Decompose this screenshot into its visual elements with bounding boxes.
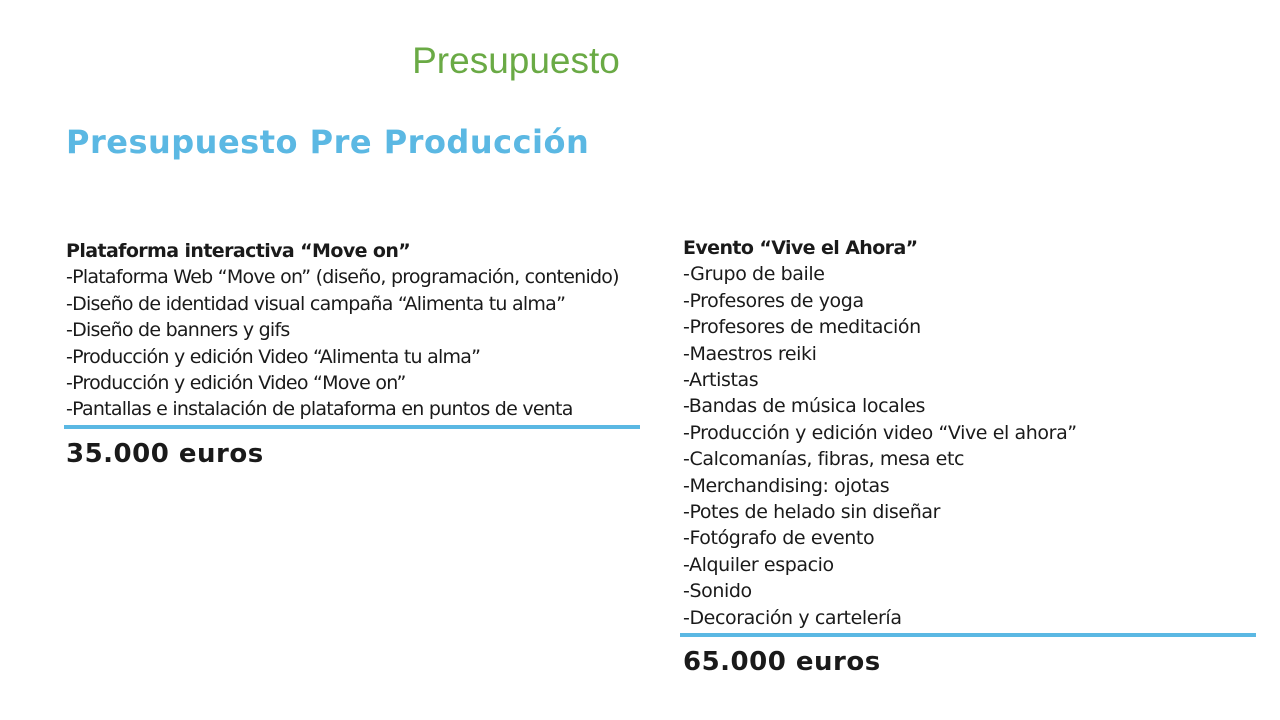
budget-item: -Bandas de música locales — [683, 395, 926, 418]
divider-line — [64, 425, 640, 429]
divider-line — [680, 633, 1256, 637]
budget-item: -Plataforma Web “Move on” (diseño, programación, contenido) — [66, 266, 619, 289]
budget-item: -Alquiler espacio — [683, 553, 834, 576]
budget-item: -Profesores de meditación — [683, 316, 921, 339]
budget-item: -Potes de helado sin diseñar — [683, 501, 940, 524]
budget-item: -Artistas — [683, 369, 759, 392]
budget-item: -Profesores de yoga — [683, 289, 864, 312]
budget-item: -Fotógrafo de evento — [683, 527, 875, 550]
budget-total: 65.000 euros — [683, 647, 881, 678]
budget-item: -Merchandising: ojotas — [683, 474, 890, 497]
budget-total: 35.000 euros — [66, 438, 264, 469]
section-heading: Presupuesto Pre Producción — [66, 123, 590, 161]
budget-column-event — [683, 235, 1259, 677]
budget-item: -Grupo de baile — [683, 263, 825, 286]
budget-item: -Decoración y cartelería — [683, 606, 902, 629]
budget-item: -Sonido — [683, 580, 752, 603]
column-heading: Plataforma interactiva “Move on” — [66, 240, 411, 262]
budget-item: -Maestros reiki — [683, 342, 817, 365]
budget-item: -Diseño de banners y gifs — [66, 319, 290, 342]
budget-item: -Pantallas e instalación de plataforma en puntos de venta — [66, 398, 573, 421]
column-heading: Evento “Vive el Ahora” — [683, 237, 918, 259]
budget-item: -Calcomanías, fibras, mesa etc — [683, 448, 965, 471]
budget-item: -Producción y edición Video “Move on” — [66, 372, 406, 395]
slide-title: Presupuesto — [412, 40, 620, 81]
budget-item-list — [683, 261, 1259, 631]
budget-item: -Diseño de identidad visual campaña “Alimenta tu alma” — [66, 292, 566, 315]
budget-item-list — [66, 264, 642, 422]
budget-item: -Producción y edición Video “Alimenta tu alma” — [66, 345, 481, 368]
budget-item: -Producción y edición video “Vive el ahora” — [683, 421, 1077, 444]
budget-column-platform — [66, 238, 642, 469]
